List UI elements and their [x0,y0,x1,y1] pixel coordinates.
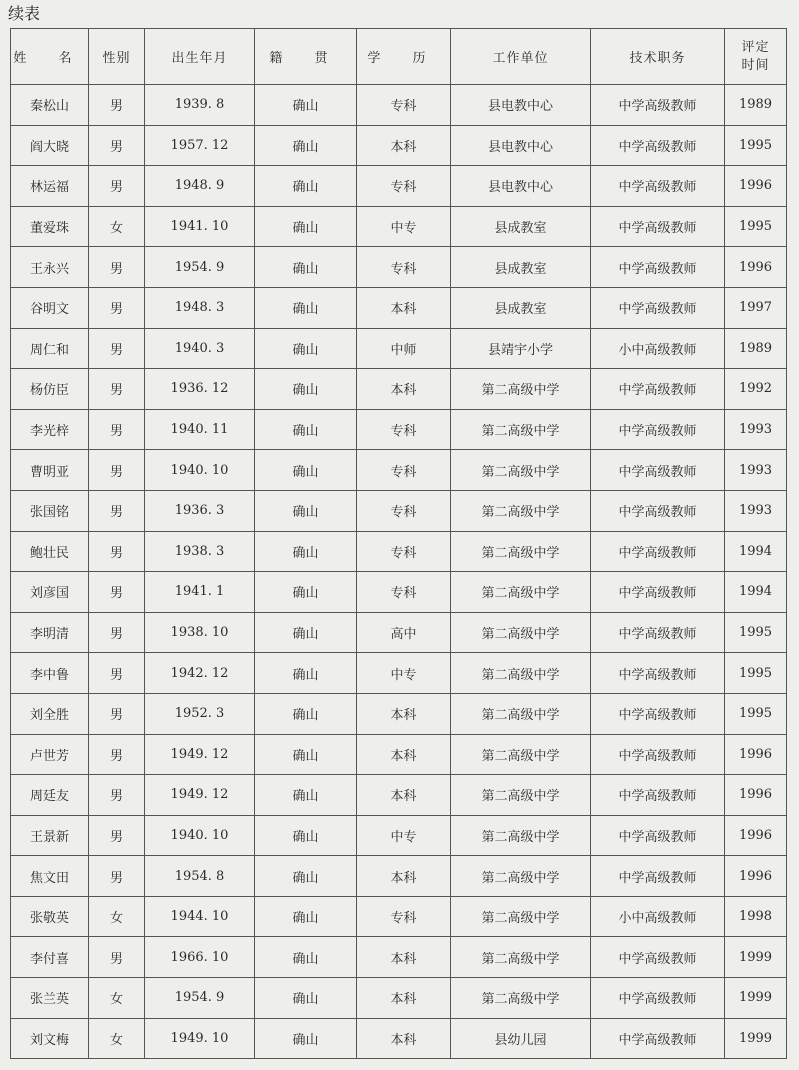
cell-work-unit: 第二高级中学 [451,369,591,410]
cell-birth: 1954. 9 [145,978,255,1019]
table-row [11,85,787,126]
cell-gender: 女 [89,896,145,937]
cell-year: 1995 [725,206,787,247]
cell-year: 1996 [725,856,787,897]
cell-name: 刘彦国 [11,572,89,613]
header-name: 姓 名 [11,29,89,85]
cell-title: 中学高级教师 [591,775,725,816]
cell-year: 1994 [725,531,787,572]
cell-work-unit: 第二高级中学 [451,815,591,856]
cell-year: 1989 [725,328,787,369]
cell-name: 周仁和 [11,328,89,369]
cell-birth: 1948. 3 [145,287,255,328]
cell-year: 1994 [725,572,787,613]
cell-gender: 男 [89,85,145,126]
cell-origin: 确山 [255,206,357,247]
cell-birth: 1941. 10 [145,206,255,247]
cell-education: 本科 [357,775,451,816]
cell-birth: 1957. 12 [145,125,255,166]
cell-education: 本科 [357,734,451,775]
cell-work-unit: 第二高级中学 [451,490,591,531]
cell-title: 中学高级教师 [591,85,725,126]
cell-education: 本科 [357,978,451,1019]
cell-birth: 1936. 3 [145,490,255,531]
cell-work-unit: 县幼儿园 [451,1018,591,1059]
cell-title: 中学高级教师 [591,653,725,694]
cell-year: 1995 [725,653,787,694]
cell-year: 1996 [725,734,787,775]
header-origin: 籍 贯 [255,29,357,85]
header-eval-time-line2: 时间 [741,57,770,73]
cell-title: 中学高级教师 [591,490,725,531]
cell-gender: 男 [89,775,145,816]
cell-work-unit: 第二高级中学 [451,450,591,491]
header-gender: 性别 [89,29,145,85]
cell-title: 小中高级教师 [591,328,725,369]
cell-name: 王永兴 [11,247,89,288]
cell-name: 刘文梅 [11,1018,89,1059]
cell-origin: 确山 [255,1018,357,1059]
cell-birth: 1938. 3 [145,531,255,572]
cell-origin: 确山 [255,896,357,937]
cell-name: 刘全胜 [11,693,89,734]
cell-birth: 1940. 11 [145,409,255,450]
table-row [11,896,787,937]
cell-title: 中学高级教师 [591,856,725,897]
cell-work-unit: 第二高级中学 [451,693,591,734]
table-row [11,450,787,491]
cell-birth: 1940. 3 [145,328,255,369]
cell-birth: 1939. 8 [145,85,255,126]
cell-origin: 确山 [255,409,357,450]
cell-title: 中学高级教师 [591,247,725,288]
cell-title: 中学高级教师 [591,572,725,613]
header-eval-time-line1: 评定 [741,39,770,55]
table-row [11,125,787,166]
cell-name: 李付喜 [11,937,89,978]
cell-education: 本科 [357,125,451,166]
cell-origin: 确山 [255,369,357,410]
cell-education: 专科 [357,572,451,613]
table-row [11,166,787,207]
header-birth: 出生年月 [145,29,255,85]
cell-name: 张兰英 [11,978,89,1019]
cell-education: 本科 [357,369,451,410]
cell-work-unit: 县电教中心 [451,125,591,166]
cell-title: 中学高级教师 [591,937,725,978]
cell-name: 卢世芳 [11,734,89,775]
cell-name: 谷明文 [11,287,89,328]
cell-year: 1992 [725,369,787,410]
cell-work-unit: 县成教室 [451,247,591,288]
cell-gender: 男 [89,612,145,653]
cell-birth: 1954. 8 [145,856,255,897]
cell-title: 中学高级教师 [591,450,725,491]
table-row [11,653,787,694]
cell-work-unit: 县成教室 [451,206,591,247]
cell-name: 林运福 [11,166,89,207]
cell-education: 中师 [357,328,451,369]
cell-origin: 确山 [255,856,357,897]
cell-origin: 确山 [255,125,357,166]
cell-origin: 确山 [255,653,357,694]
cell-gender: 男 [89,937,145,978]
header-row [11,29,787,85]
continued-label: 续表 [8,4,41,23]
cell-gender: 男 [89,693,145,734]
cell-title: 中学高级教师 [591,125,725,166]
cell-year: 1993 [725,409,787,450]
table-row [11,572,787,613]
cell-work-unit: 县靖宇小学 [451,328,591,369]
cell-education: 专科 [357,409,451,450]
cell-birth: 1940. 10 [145,450,255,491]
teacher-roster-table [10,28,787,1059]
cell-work-unit: 第二高级中学 [451,775,591,816]
cell-work-unit: 第二高级中学 [451,856,591,897]
cell-work-unit: 第二高级中学 [451,978,591,1019]
table-row [11,856,787,897]
table-row [11,815,787,856]
header-eval-time [725,29,787,85]
cell-name: 焦文田 [11,856,89,897]
cell-education: 本科 [357,287,451,328]
cell-origin: 确山 [255,693,357,734]
cell-education: 高中 [357,612,451,653]
table-row [11,937,787,978]
table-row [11,978,787,1019]
cell-name: 王景新 [11,815,89,856]
cell-title: 中学高级教师 [591,369,725,410]
cell-origin: 确山 [255,287,357,328]
cell-name: 曹明亚 [11,450,89,491]
cell-education: 专科 [357,85,451,126]
cell-year: 1993 [725,490,787,531]
cell-year: 1995 [725,125,787,166]
cell-title: 中学高级教师 [591,287,725,328]
cell-name: 李中鲁 [11,653,89,694]
cell-education: 本科 [357,693,451,734]
cell-education: 中专 [357,206,451,247]
cell-birth: 1949. 12 [145,775,255,816]
cell-education: 专科 [357,896,451,937]
cell-title: 中学高级教师 [591,166,725,207]
cell-gender: 男 [89,490,145,531]
cell-education: 专科 [357,450,451,491]
cell-gender: 男 [89,531,145,572]
cell-name: 张敬英 [11,896,89,937]
cell-title: 中学高级教师 [591,409,725,450]
cell-name: 周廷友 [11,775,89,816]
cell-origin: 确山 [255,937,357,978]
cell-work-unit: 第二高级中学 [451,531,591,572]
cell-origin: 确山 [255,612,357,653]
header-title: 技术职务 [591,29,725,85]
cell-title: 中学高级教师 [591,734,725,775]
cell-origin: 确山 [255,978,357,1019]
cell-gender: 男 [89,409,145,450]
cell-birth: 1936. 12 [145,369,255,410]
cell-birth: 1940. 10 [145,815,255,856]
table-row [11,612,787,653]
cell-name: 鲍壮民 [11,531,89,572]
table-row [11,531,787,572]
cell-education: 本科 [357,937,451,978]
cell-origin: 确山 [255,166,357,207]
cell-gender: 女 [89,978,145,1019]
cell-origin: 确山 [255,572,357,613]
cell-origin: 确山 [255,531,357,572]
table-body [11,85,787,1059]
cell-education: 专科 [357,166,451,207]
table-row [11,206,787,247]
header-education: 学 历 [357,29,451,85]
cell-year: 1999 [725,937,787,978]
table-row [11,734,787,775]
cell-birth: 1944. 10 [145,896,255,937]
cell-name: 秦松山 [11,85,89,126]
cell-title: 小中高级教师 [591,896,725,937]
cell-education: 专科 [357,490,451,531]
cell-name: 阎大晓 [11,125,89,166]
cell-title: 中学高级教师 [591,612,725,653]
cell-gender: 男 [89,856,145,897]
cell-gender: 男 [89,815,145,856]
cell-gender: 男 [89,287,145,328]
cell-title: 中学高级教师 [591,693,725,734]
cell-birth: 1952. 3 [145,693,255,734]
cell-name: 李明清 [11,612,89,653]
cell-year: 1995 [725,612,787,653]
cell-birth: 1949. 12 [145,734,255,775]
cell-year: 1999 [725,978,787,1019]
cell-work-unit: 第二高级中学 [451,612,591,653]
cell-year: 1998 [725,896,787,937]
cell-year: 1995 [725,693,787,734]
cell-birth: 1966. 10 [145,937,255,978]
cell-work-unit: 第二高级中学 [451,937,591,978]
cell-education: 专科 [357,531,451,572]
cell-education: 本科 [357,1018,451,1059]
table-row [11,490,787,531]
cell-origin: 确山 [255,247,357,288]
table-row [11,369,787,410]
cell-year: 1989 [725,85,787,126]
cell-education: 中专 [357,653,451,694]
cell-gender: 男 [89,247,145,288]
cell-birth: 1942. 12 [145,653,255,694]
cell-gender: 男 [89,328,145,369]
cell-title: 中学高级教师 [591,1018,725,1059]
cell-title: 中学高级教师 [591,978,725,1019]
table-row [11,693,787,734]
cell-origin: 确山 [255,490,357,531]
table-row [11,328,787,369]
cell-work-unit: 县成教室 [451,287,591,328]
cell-work-unit: 县电教中心 [451,166,591,207]
table-row [11,775,787,816]
cell-year: 1999 [725,1018,787,1059]
cell-year: 1996 [725,166,787,207]
cell-birth: 1954. 9 [145,247,255,288]
cell-year: 1993 [725,450,787,491]
cell-title: 中学高级教师 [591,206,725,247]
cell-gender: 女 [89,1018,145,1059]
table-header [11,29,787,85]
cell-title: 中学高级教师 [591,531,725,572]
cell-year: 1996 [725,815,787,856]
cell-work-unit: 第二高级中学 [451,653,591,694]
cell-title: 中学高级教师 [591,815,725,856]
cell-work-unit: 第二高级中学 [451,734,591,775]
cell-work-unit: 第二高级中学 [451,409,591,450]
cell-origin: 确山 [255,815,357,856]
cell-name: 张国铭 [11,490,89,531]
cell-year: 1996 [725,775,787,816]
cell-gender: 男 [89,166,145,207]
cell-year: 1997 [725,287,787,328]
cell-education: 中专 [357,815,451,856]
cell-name: 杨仿臣 [11,369,89,410]
cell-gender: 男 [89,734,145,775]
table-row [11,409,787,450]
cell-origin: 确山 [255,775,357,816]
cell-name: 董爱珠 [11,206,89,247]
cell-birth: 1948. 9 [145,166,255,207]
cell-work-unit: 第二高级中学 [451,896,591,937]
cell-gender: 女 [89,206,145,247]
cell-year: 1996 [725,247,787,288]
cell-origin: 确山 [255,734,357,775]
cell-gender: 男 [89,369,145,410]
cell-gender: 男 [89,450,145,491]
cell-work-unit: 第二高级中学 [451,572,591,613]
header-work-unit: 工作单位 [451,29,591,85]
cell-gender: 男 [89,572,145,613]
cell-work-unit: 县电教中心 [451,85,591,126]
cell-origin: 确山 [255,450,357,491]
cell-education: 专科 [357,247,451,288]
cell-birth: 1938. 10 [145,612,255,653]
cell-birth: 1941. 1 [145,572,255,613]
cell-birth: 1949. 10 [145,1018,255,1059]
cell-origin: 确山 [255,328,357,369]
cell-origin: 确山 [255,85,357,126]
table-row [11,1018,787,1059]
cell-gender: 男 [89,653,145,694]
table-row [11,287,787,328]
cell-education: 本科 [357,856,451,897]
cell-name: 李光梓 [11,409,89,450]
table-row [11,247,787,288]
cell-gender: 男 [89,125,145,166]
